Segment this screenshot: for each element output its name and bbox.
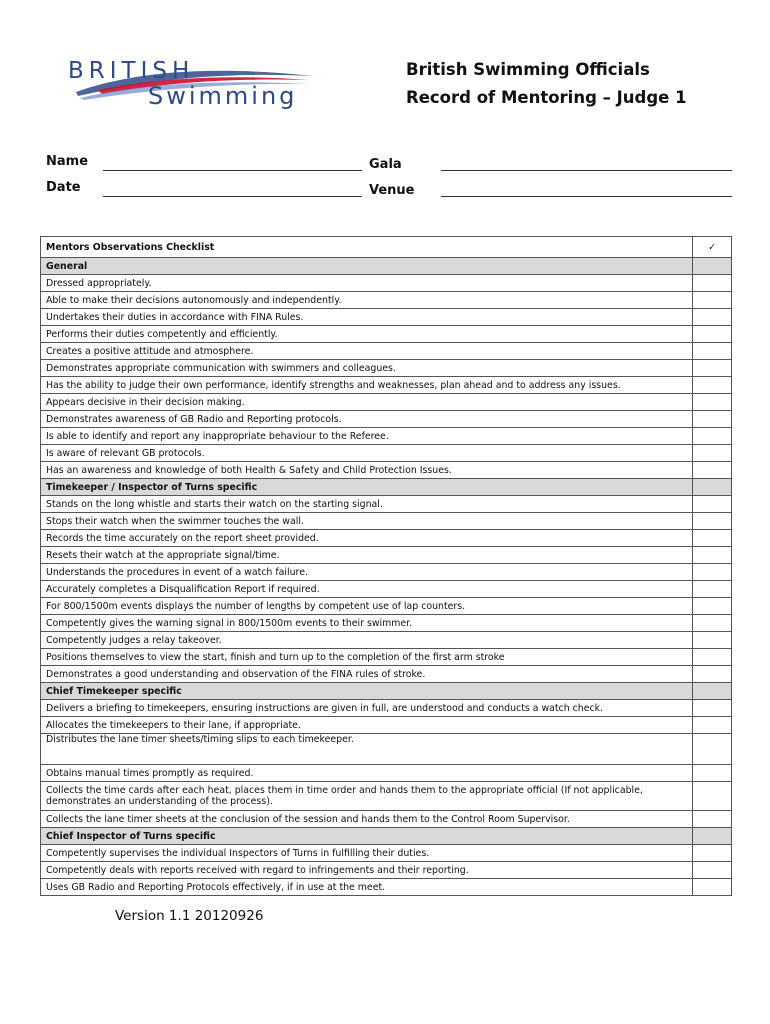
logo-text-british: BRITISH: [68, 58, 195, 84]
checklist-row: [41, 360, 732, 377]
checklist-item-text: Stands on the long whistle and starts their watch on the starting signal.: [41, 496, 693, 513]
checklist-row: [41, 292, 732, 309]
tick-box[interactable]: [693, 530, 732, 547]
name-label: Name: [46, 154, 89, 169]
tick-box[interactable]: [693, 462, 732, 479]
tick-box[interactable]: [693, 879, 732, 896]
tick-box[interactable]: [693, 811, 732, 828]
checklist-row: [41, 717, 732, 734]
checklist-row: [41, 547, 732, 564]
tick-box[interactable]: [693, 343, 732, 360]
checklist-row: [41, 734, 732, 765]
section-title: Chief Inspector of Turns specific: [41, 828, 693, 845]
checklist-item-text: Is aware of relevant GB protocols.: [41, 445, 693, 462]
checklist-row: [41, 309, 732, 326]
checklist-row: [41, 428, 732, 445]
tick-box[interactable]: [693, 734, 732, 765]
british-swimming-logo: [68, 52, 318, 114]
checklist-item-text: Allocates the timekeepers to their lane, if appropriate.: [41, 717, 693, 734]
tick-box[interactable]: [693, 445, 732, 462]
checklist-row: [41, 343, 732, 360]
version-label: Version 1.1 20120926: [115, 908, 264, 924]
checklist-header-row: [41, 237, 732, 258]
tick-box[interactable]: [693, 326, 732, 343]
checklist-row: [41, 700, 732, 717]
checklist-row: [41, 394, 732, 411]
logo-text-swimming: Swimming: [148, 82, 298, 110]
name-field[interactable]: [103, 170, 362, 171]
tick-box[interactable]: [693, 598, 732, 615]
section-title: General: [41, 258, 693, 275]
checklist-row: [41, 649, 732, 666]
checklist-item-text: Records the time accurately on the report sheet provided.: [41, 530, 693, 547]
tick-box[interactable]: [693, 564, 732, 581]
checklist-row: [41, 782, 732, 811]
checklist-item-text: Competently gives the warning signal in 800/1500m events to their swimmer.: [41, 615, 693, 632]
tick-box[interactable]: [693, 765, 732, 782]
checklist-item-text: Collects the lane timer sheets at the conclusion of the session and hands them to the Control Room Supervisor.: [41, 811, 693, 828]
checklist-item-text: Delivers a briefing to timekeepers, ensuring instructions are given in full, are understood and conducts a watch check.: [41, 700, 693, 717]
tick-box[interactable]: [693, 394, 732, 411]
tick-box: [693, 828, 732, 845]
tick-box[interactable]: [693, 428, 732, 445]
checklist-item-text: Undertakes their duties in accordance with FINA Rules.: [41, 309, 693, 326]
checklist-item-text: Competently deals with reports received with regard to infringements and their reporting.: [41, 862, 693, 879]
tick-box[interactable]: [693, 666, 732, 683]
tick-box[interactable]: [693, 700, 732, 717]
checklist-item-text: Uses GB Radio and Reporting Protocols effectively, if in use at the meet.: [41, 879, 693, 896]
checklist-row: [41, 445, 732, 462]
tick-box: [693, 683, 732, 700]
checklist-row: [41, 598, 732, 615]
section-title: Timekeeper / Inspector of Turns specific: [41, 479, 693, 496]
tick-box[interactable]: [693, 513, 732, 530]
checklist-row: [41, 462, 732, 479]
check-mark-icon: ✓: [693, 237, 732, 258]
checklist-item-text: Stops their watch when the swimmer touches the wall.: [41, 513, 693, 530]
checklist-item-text: Demonstrates appropriate communication with swimmers and colleagues.: [41, 360, 693, 377]
tick-box[interactable]: [693, 632, 732, 649]
section-header-row: [41, 479, 732, 496]
checklist-item-text: Dressed appropriately.: [41, 275, 693, 292]
tick-box[interactable]: [693, 717, 732, 734]
section-header-row: [41, 828, 732, 845]
tick-box[interactable]: [693, 360, 732, 377]
checklist-title: Mentors Observations Checklist: [41, 237, 693, 258]
section-header-row: [41, 258, 732, 275]
checklist-row: [41, 530, 732, 547]
checklist-item-text: Demonstrates a good understanding and observation of the FINA rules of stroke.: [41, 666, 693, 683]
date-field[interactable]: [103, 196, 362, 197]
checklist-item-text: Collects the time cards after each heat, places them in time order and hands them to the appropriate official (If not applicable, demonstrates an understanding of the process).: [41, 782, 693, 811]
tick-box[interactable]: [693, 845, 732, 862]
checklist-row: [41, 879, 732, 896]
tick-box: [693, 258, 732, 275]
gala-label: Gala: [369, 157, 402, 172]
checklist-item-text: Understands the procedures in event of a watch failure.: [41, 564, 693, 581]
tick-box[interactable]: [693, 377, 732, 394]
gala-field[interactable]: [441, 170, 732, 171]
checklist-row: [41, 496, 732, 513]
date-label: Date: [46, 180, 81, 195]
checklist-item-text: Performs their duties competently and efficiently.: [41, 326, 693, 343]
checklist-item-text: Distributes the lane timer sheets/timing slips to each timekeeper.: [41, 734, 693, 765]
checklist-row: [41, 666, 732, 683]
section-title: Chief Timekeeper specific: [41, 683, 693, 700]
venue-label: Venue: [369, 183, 415, 198]
checklist-row: [41, 326, 732, 343]
tick-box[interactable]: [693, 411, 732, 428]
checklist-item-text: For 800/1500m events displays the number of lengths by competent use of lap counters.: [41, 598, 693, 615]
tick-box[interactable]: [693, 615, 732, 632]
tick-box[interactable]: [693, 782, 732, 811]
tick-box[interactable]: [693, 309, 732, 326]
checklist-item-text: Creates a positive attitude and atmosphere.: [41, 343, 693, 360]
checklist-item-text: Positions themselves to view the start, finish and turn up to the completion of the first arm stroke: [41, 649, 693, 666]
checklist-row: [41, 513, 732, 530]
checklist-row: [41, 275, 732, 292]
tick-box[interactable]: [693, 862, 732, 879]
tick-box[interactable]: [693, 649, 732, 666]
checklist-row: [41, 811, 732, 828]
section-header-row: [41, 683, 732, 700]
checklist-row: [41, 411, 732, 428]
checklist-row: [41, 564, 732, 581]
checklist-item-text: Has an awareness and knowledge of both Health & Safety and Child Protection Issues.: [41, 462, 693, 479]
tick-box[interactable]: [693, 547, 732, 564]
checklist-item-text: Resets their watch at the appropriate signal/time.: [41, 547, 693, 564]
checklist-row: [41, 632, 732, 649]
tick-box[interactable]: [693, 292, 732, 309]
checklist-row: [41, 615, 732, 632]
checklist-item-text: Demonstrates awareness of GB Radio and Reporting protocols.: [41, 411, 693, 428]
checklist-item-text: Competently judges a relay takeover.: [41, 632, 693, 649]
checklist-item-text: Obtains manual times promptly as required.: [41, 765, 693, 782]
venue-field[interactable]: [441, 196, 732, 197]
tick-box[interactable]: [693, 496, 732, 513]
checklist-item-text: Able to make their decisions autonomously and independently.: [41, 292, 693, 309]
checklist-row: [41, 581, 732, 598]
observations-checklist-table: [40, 236, 732, 896]
tick-box[interactable]: [693, 275, 732, 292]
tick-box[interactable]: [693, 581, 732, 598]
checklist-item-text: Is able to identify and report any inappropriate behaviour to the Referee.: [41, 428, 693, 445]
tick-box: [693, 479, 732, 496]
checklist-row: [41, 845, 732, 862]
checklist-row: [41, 765, 732, 782]
checklist-item-text: Appears decisive in their decision making.: [41, 394, 693, 411]
document-title: British Swimming Officials: [406, 60, 650, 79]
checklist-row: [41, 377, 732, 394]
checklist-item-text: Competently supervises the individual Inspectors of Turns in fulfilling their duties.: [41, 845, 693, 862]
checklist-row: [41, 862, 732, 879]
checklist-item-text: Accurately completes a Disqualification Report if required.: [41, 581, 693, 598]
checklist-item-text: Has the ability to judge their own performance, identify strengths and weaknesses, plan ahead and to address any issues.: [41, 377, 693, 394]
document-subtitle: Record of Mentoring – Judge 1: [406, 88, 687, 107]
